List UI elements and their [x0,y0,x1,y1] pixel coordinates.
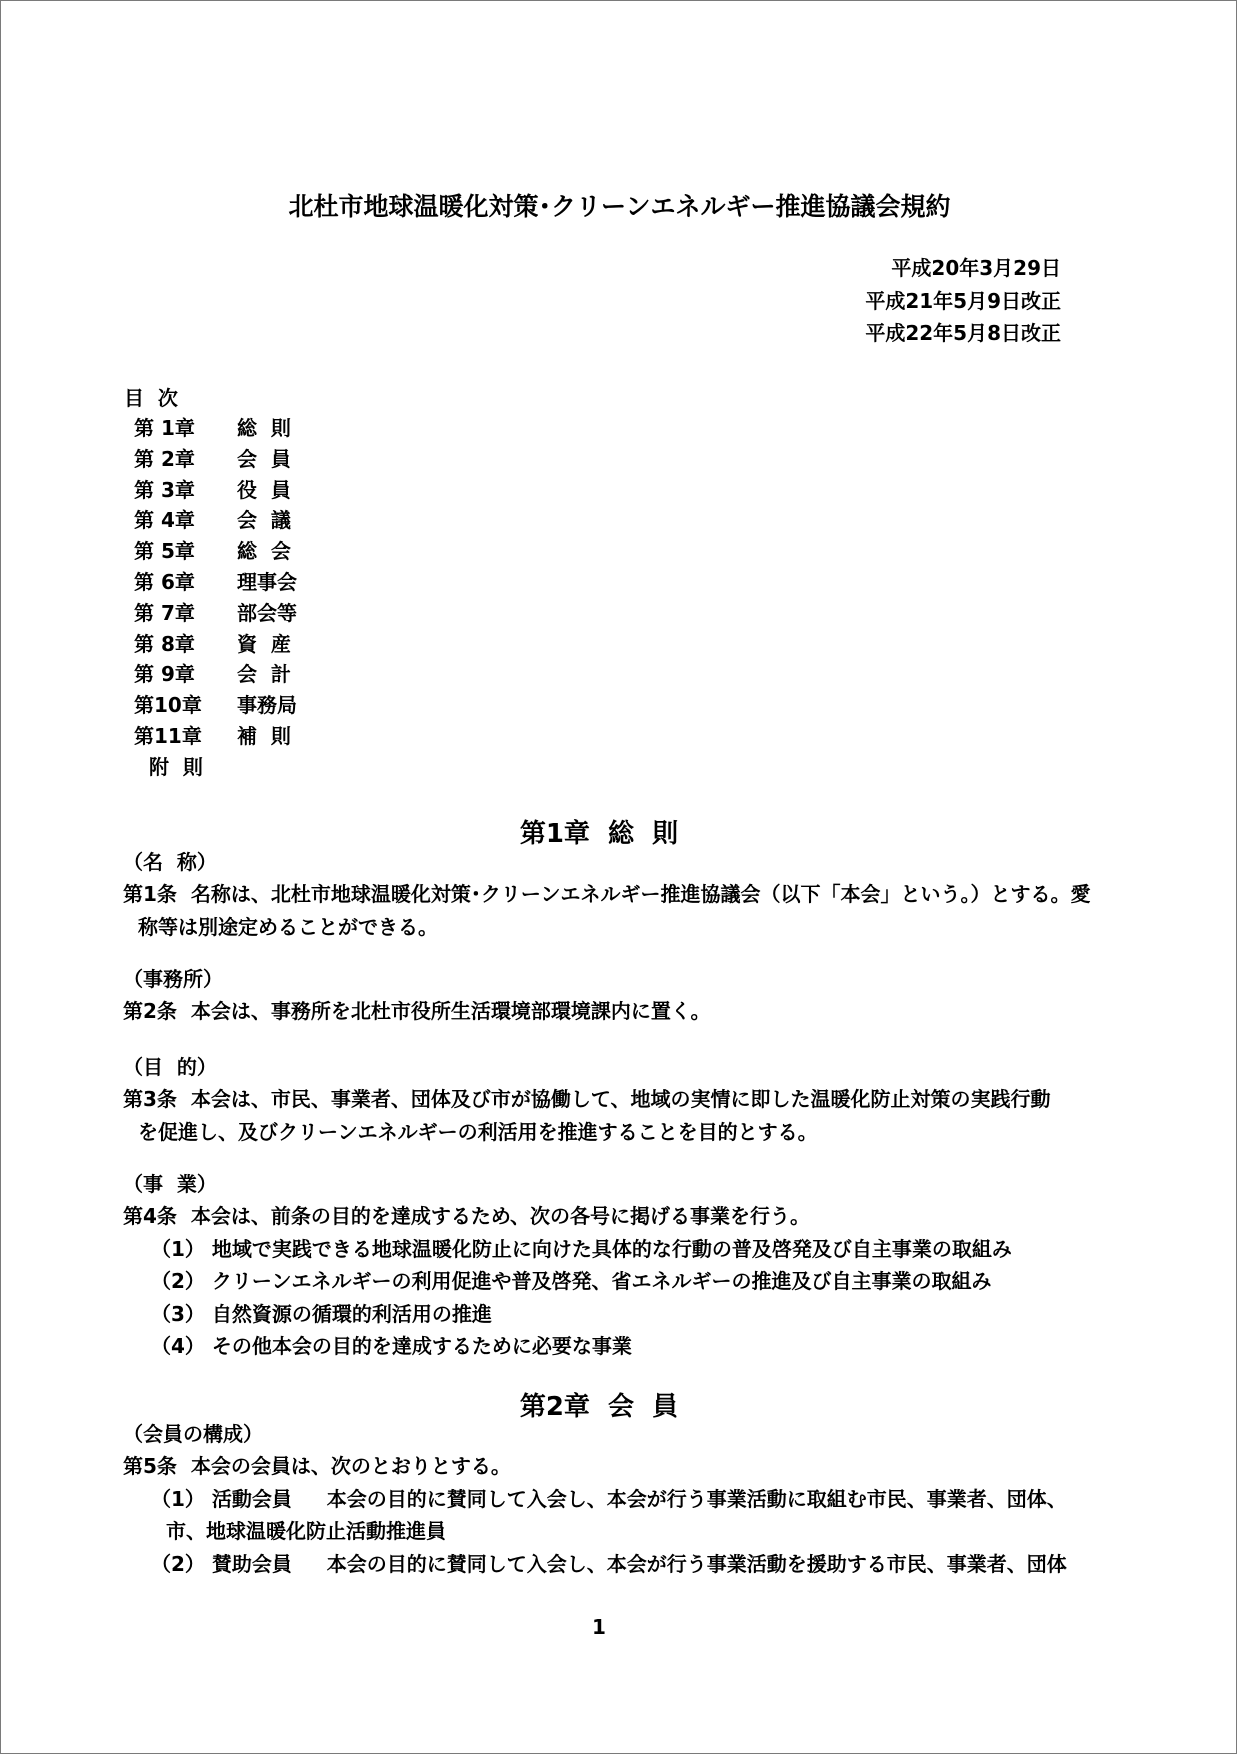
article-text: を促進し、及びクリーンエネルギーの利活用を推進することを目的とする。 [138,1119,818,1144]
article-5 [123,1418,1083,1580]
article-text: 第2条 本会は、事務所を北杜市役所生活環境部環境課内に置く。 [123,999,711,1023]
article-heading: （事 業） [123,1172,217,1196]
toc-item: 第 3章 役 員 [134,477,291,502]
article-text: 第5条 本会の会員は、次のとおりとする。 [123,1454,511,1478]
toc-item: 第 5章 総 会 [134,539,291,564]
article-text: 第3条 本会は、市民、事業者、団体及び市が協働して、地域の実情に即した温暖化防止対策の実践行動 [123,1087,1051,1111]
article-3 [123,1051,1083,1148]
toc-item: 第 4章 会 議 [134,508,291,533]
chapter-1-title: 第1章 総 則 [519,819,679,849]
list-item-continuation: 市、地球温暖化防止活動推進員 [166,1519,446,1543]
list-item: （1） 地域で実践できる地球温暖化防止に向けた具体的な行動の普及啓発及び自主事業の取組み [151,1236,1012,1261]
article-heading: （事務所） [123,967,223,991]
list-item: （1） 活動会員 本会の目的に賛同して入会し、本会が行う事業活動に取組む市民、事業者、団体、 [151,1486,1067,1511]
date-revision-1: 平成21年5月9日改正 [865,288,1061,313]
article-4 [123,1168,1083,1363]
table-of-contents [134,413,297,783]
list-item: （3） 自然資源の循環的利活用の推進 [151,1301,492,1326]
toc-appendix: 附 則 [149,754,203,779]
toc-item: 第 2章 会 員 [134,446,291,471]
article-heading: （名 称） [123,850,217,874]
toc-heading: 目 次 [124,386,178,410]
toc-item: 第10章 事務局 [134,693,297,718]
article-text: 称等は別途定めることができる。 [138,914,438,939]
toc-item: 第 8章 資 産 [134,631,291,656]
article-heading: （会員の構成） [123,1422,263,1446]
toc-item: 第 9章 会 計 [134,662,291,687]
article-text: 第1条 名称は、北杜市地球温暖化対策･クリーンエネルギー推進協議会（以下「本会」という。）とする。愛 [123,882,1091,906]
article-heading: （目 的） [123,1055,217,1079]
page-number: 1 [592,1615,606,1639]
list-item: （2） クリーンエネルギーの利用促進や普及啓発、省エネルギーの推進及び自主事業の取組み [151,1269,992,1293]
toc-item: 第 7章 部会等 [134,600,297,625]
article-text: 第4条 本会は、前条の目的を達成するため、次の各号に掲げる事業を行う。 [123,1204,811,1228]
revision-dates [801,252,1061,350]
chapter-2-title: 第2章 会 員 [519,1392,679,1422]
article-1 [123,846,1091,943]
toc-item: 第 1章 総 則 [134,416,291,440]
date-established: 平成20年3月29日 [891,256,1061,280]
list-item: （2） 賛助会員 本会の目的に賛同して入会し、本会が行う事業活動を援助する市民、事業者、団体 [151,1551,1067,1576]
date-revision-2: 平成22年5月8日改正 [865,321,1061,345]
toc-item: 第11章 補 則 [134,723,291,748]
article-2 [123,963,1083,1028]
document-title: 北杜市地球温暖化対策･クリーンエネルギー推進協議会規約 [288,192,951,221]
list-item: （4） その他本会の目的を達成するために必要な事業 [151,1334,632,1358]
toc-item: 第 6章 理事会 [134,569,297,594]
